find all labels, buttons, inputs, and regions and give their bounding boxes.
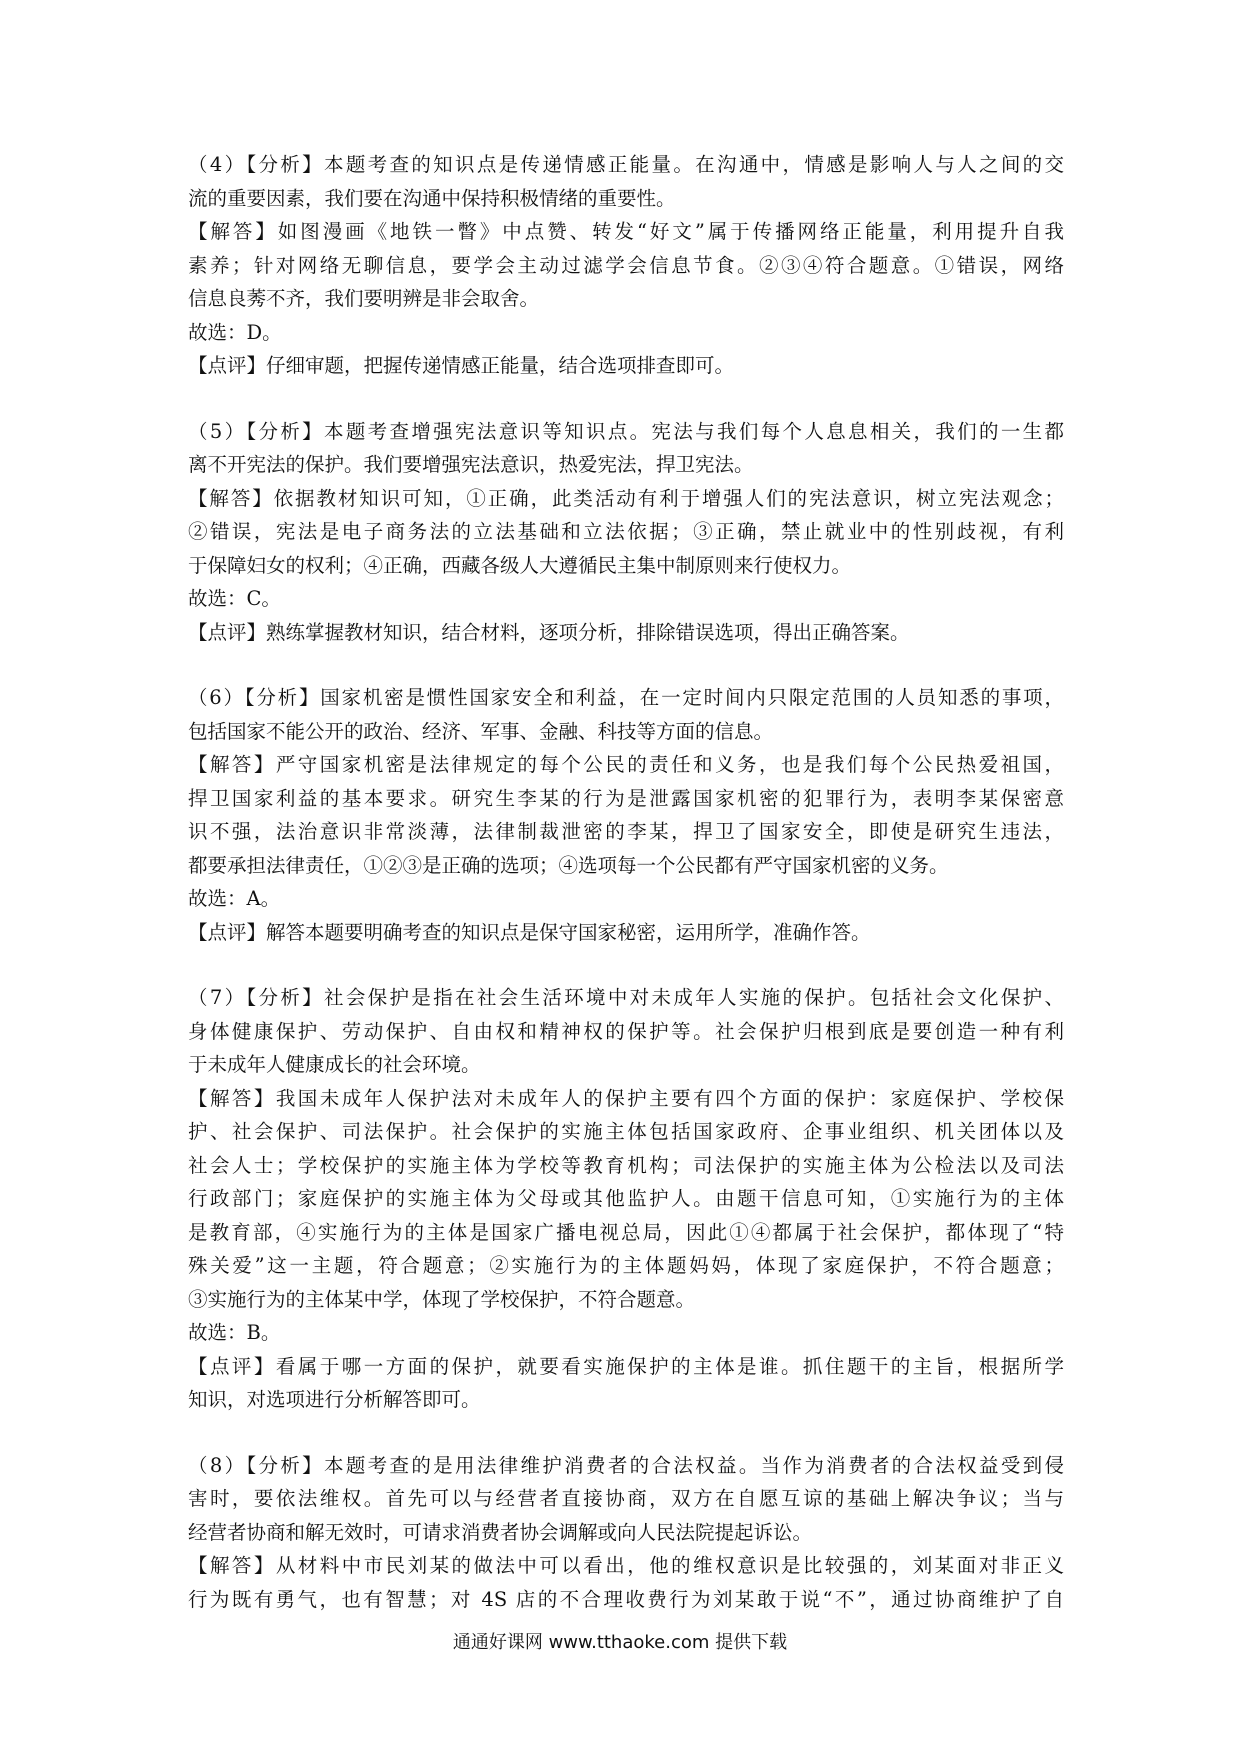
text-line: （7）【分析】社会保护是指在社会生活环境中对未成年人实施的保护。包括社会文化保护、 xyxy=(188,986,1064,1009)
text-line: （8）【分析】本题考查的是用法律维护消费者的合法权益。当作为消费者的合法权益受到侵 xyxy=(188,1453,1064,1477)
text-line: 知识，对选项进行分析解答即可。 xyxy=(188,1388,481,1411)
text-line: 【解答】如图漫画《地铁一瞥》中点赞、转发“好文”属于传播网络正能量，利用提升自我 xyxy=(188,220,1064,243)
text-line: 身体健康保护、劳动保护、自由权和精神权的保护等。社会保护归根到底是要创造一种有利 xyxy=(188,1019,1064,1043)
text-line: 流的重要因素，我们要在沟通中保持积极情绪的重要性。 xyxy=(188,186,676,210)
document-body xyxy=(188,148,1064,1648)
text-line: ②错误，宪法是电子商务法的立法基础和立法依据；③正确，禁止就业中的性别歧视，有利 xyxy=(188,520,1064,543)
text-line: 离不开宪法的保护。我们要增强宪法意识，热爱宪法，捍卫宪法。 xyxy=(188,453,754,476)
text-line: 捍卫国家利益的基本要求。研究生李某的行为是泄露国家机密的犯罪行为，表明李某保密意 xyxy=(188,786,1064,810)
text-line: 行为既有勇气，也有智慧；对 4S 店的不合理收费行为刘某敢于说“不”，通过协商维护了自 xyxy=(188,1587,1064,1611)
text-line: 于未成年人健康成长的社会环境。 xyxy=(188,1053,481,1076)
text-line: 是教育部，④实施行为的主体是国家广播电视总局，因此①④都属于社会保护，都体现了“特 xyxy=(188,1220,1064,1244)
answer-section xyxy=(188,415,1064,650)
text-line: 【解答】从材料中市民刘某的做法中可以看出，他的维权意识是比较强的，刘某面对非正义 xyxy=(188,1554,1064,1577)
text-line: 殊关爱”这一主题，符合题意；②实施行为的主体题妈妈，体现了家庭保护，不符合题意； xyxy=(188,1254,1064,1277)
text-line: 故选：C。 xyxy=(188,587,281,610)
text-line: 【点评】看属于哪一方面的保护，就要看实施保护的主体是谁。抓住题干的主旨，根据所学 xyxy=(188,1354,1064,1378)
text-line: 【解答】依据教材知识可知，①正确，此类活动有利于增强人们的宪法意识，树立宪法观念； xyxy=(188,486,1064,510)
text-line: 都要承担法律责任，①②③是正确的选项；④选项每一个公民都有严守国家机密的义务。 xyxy=(188,853,949,877)
text-line: 【解答】我国未成年人保护法对未成年人的保护主要有四个方面的保护：家庭保护、学校保 xyxy=(188,1086,1064,1110)
text-line: （5）【分析】本题考查增强宪法意识等知识点。宪法与我们每个人息息相关，我们的一生都 xyxy=(188,419,1064,443)
text-line: （4）【分析】本题考查的知识点是传递情感正能量。在沟通中，情感是影响人与人之间的交 xyxy=(188,153,1064,176)
text-line: 故选：D。 xyxy=(188,320,282,344)
text-line: 【点评】仔细审题，把握传递情感正能量，结合选项排查即可。 xyxy=(188,354,735,377)
answer-section xyxy=(188,1449,1064,1617)
answer-section xyxy=(188,148,1064,383)
text-line: 【解答】严守国家机密是法律规定的每个公民的责任和义务，也是我们每个公民热爱祖国， xyxy=(188,753,1064,776)
text-line: 护、社会保护、司法保护。社会保护的实施主体包括国家政府、企事业组织、机关团体以及 xyxy=(188,1120,1064,1143)
text-line: 素养；针对网络无聊信息，要学会主动过滤学会信息节食。②③④符合题意。①错误，网络 xyxy=(188,253,1064,277)
text-line: ③实施行为的主体某中学，体现了学校保护，不符合题意。 xyxy=(188,1287,696,1311)
text-line: 信息良莠不齐，我们要明辨是非会取舍。 xyxy=(188,287,540,310)
text-line: 故选：A。 xyxy=(188,887,281,910)
answer-section xyxy=(188,681,1064,949)
text-line: 害时，要依法维权。首先可以与经营者直接协商，双方在自愿互谅的基础上解决争议；当与 xyxy=(188,1487,1064,1510)
text-line: 【点评】解答本题要明确考查的知识点是保守国家秘密，运用所学，准确作答。 xyxy=(188,920,871,944)
text-line: （6）【分析】国家机密是惯性国家安全和利益，在一定时间内只限定范围的人员知悉的事项， xyxy=(188,686,1064,709)
text-line: 经营者协商和解无效时，可请求消费者协会调解或向人民法院提起诉讼。 xyxy=(188,1520,813,1544)
text-line: 故选：B。 xyxy=(188,1321,281,1344)
text-line: 行政部门；家庭保护的实施主体为父母或其他监护人。由题干信息可知，①实施行为的主体 xyxy=(188,1187,1064,1210)
text-line: 【点评】熟练掌握教材知识，结合材料，逐项分析，排除错误选项，得出正确答案。 xyxy=(188,620,910,644)
text-line: 识不强，法治意识非常淡薄，法律制裁泄密的李某，捍卫了国家安全，即使是研究生违法， xyxy=(188,820,1064,843)
page-footer: 通通好课网 www.tthaoke.com 提供下载 xyxy=(452,1632,788,1653)
text-line: 社会人士；学校保护的实施主体为学校等教育机构；司法保护的实施主体为公检法以及司法 xyxy=(188,1153,1064,1177)
answer-section xyxy=(188,981,1064,1417)
text-line: 于保障妇女的权利；④正确，西藏各级人大遵循民主集中制原则来行使权力。 xyxy=(188,553,852,577)
text-line: 包括国家不能公开的政治、经济、军事、金融、科技等方面的信息。 xyxy=(188,719,774,743)
